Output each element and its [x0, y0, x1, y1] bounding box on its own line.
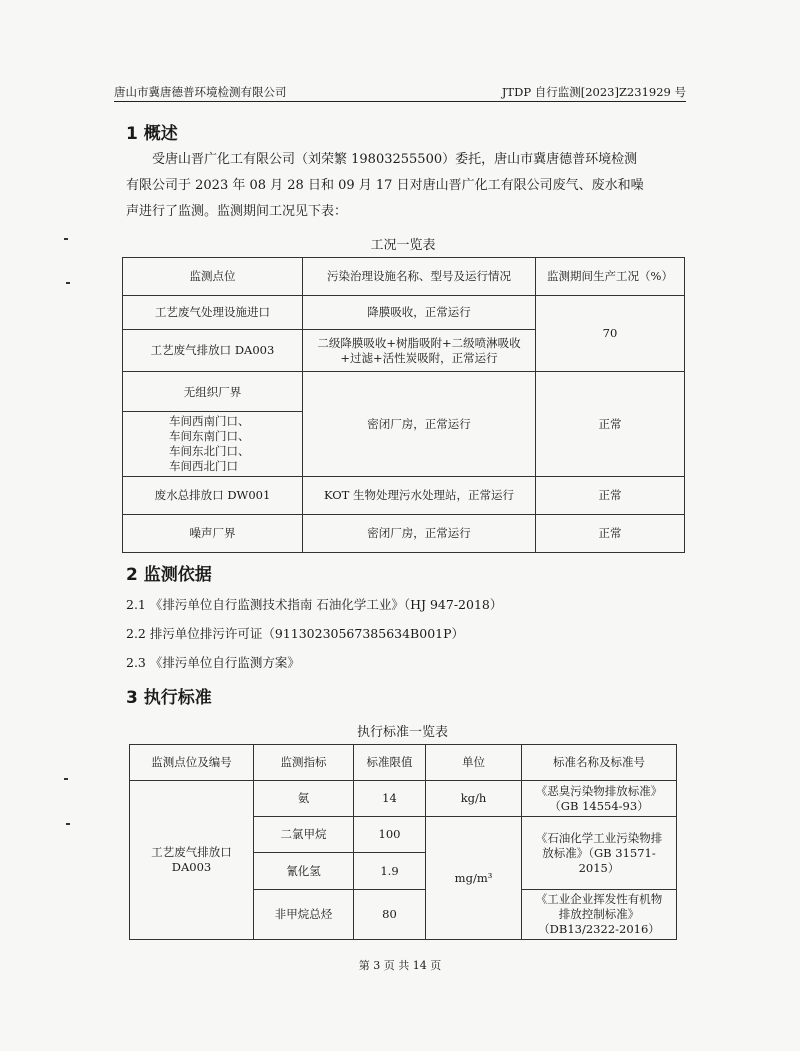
basis-item-2: 2.2 排污单位排污许可证（91130230567385634B001P）	[126, 626, 465, 641]
header-report-number: JTDP 自行监测[2023]Z231929 号	[501, 85, 686, 99]
col-header-indicator: 监测指标	[254, 745, 354, 781]
facility-line-2: +过滤+活性炭吸附，正常运行	[340, 350, 498, 365]
standard-line: 排放控制标准》	[558, 907, 640, 921]
page-number: 第 3 页 共 14 页	[358, 959, 442, 972]
overview-paragraph	[126, 147, 674, 225]
cell-point: 噪声厂界	[123, 515, 303, 553]
scan-speck	[66, 823, 70, 825]
table-2-header-row	[130, 745, 677, 781]
table-1-header-row	[123, 258, 685, 296]
standard-line: 《石油化学工业污染物排	[535, 830, 663, 845]
point-line-1: 工艺废气排放口	[151, 845, 232, 859]
cell-facility: 密闭厂房，正常运行	[303, 515, 536, 553]
col-header-point: 监测点位	[123, 258, 303, 296]
basis-item-1: 2.1 《排污单位自行监测技术指南 石油化学工业》（HJ 947-2018）	[126, 597, 503, 612]
scan-speck	[66, 282, 70, 284]
cell-indicator: 氨	[254, 781, 354, 817]
cell-limit: 80	[354, 890, 426, 940]
col-header-standard: 标准名称及标准号	[522, 745, 677, 781]
cell-facility: 降膜吸收，正常运行	[303, 296, 536, 330]
table-1-caption: 工况一览表	[370, 238, 436, 253]
cell-facility: 密闭厂房，正常运行	[303, 372, 536, 477]
col-header-limit: 标准限值	[354, 745, 426, 781]
fugitive-sub-points	[123, 411, 302, 476]
cell-condition: 正常	[536, 515, 685, 553]
cell-point: 工艺废气排放口 DA003	[123, 330, 303, 372]
standard-line: （GB 14554-93）	[549, 798, 649, 813]
cell-facility: KOT 生物处理污水处理站，正常运行	[303, 477, 536, 515]
cell-unit: kg/h	[426, 781, 522, 817]
col-header-point-code: 监测点位及编号	[130, 745, 254, 781]
col-header-condition: 监测期间生产工况（%）	[536, 258, 685, 296]
cell-point	[123, 372, 303, 477]
cell-limit: 14	[354, 781, 426, 817]
basis-item-3: 2.3 《排污单位自行监测方案》	[126, 655, 300, 670]
cell-standard	[522, 890, 677, 940]
overview-line-2: 有限公司于 2023 年 08 月 28 日和 09 月 17 日对唐山晋广化工有限公司废气、废水和噪	[126, 178, 644, 193]
standard-line: 放标准》（GB 31571-2015）	[542, 845, 656, 875]
cell-condition: 正常	[536, 477, 685, 515]
cell-indicator: 氰化氢	[254, 853, 354, 890]
cell-indicator: 二氯甲烷	[254, 817, 354, 853]
table-row	[123, 296, 685, 330]
scan-speck	[64, 238, 68, 240]
facility-line-1: 二级降膜吸收+树脂吸附+二级喷淋吸收	[317, 335, 521, 350]
standard-line: 《工业企业挥发性有机物	[535, 892, 663, 906]
cell-standard	[522, 781, 677, 817]
col-header-unit: 单位	[426, 745, 522, 781]
sub-point: 车间西南门口、	[169, 413, 250, 428]
operating-conditions-table	[122, 257, 685, 553]
standards-table	[129, 744, 677, 940]
standard-line: 《恶臭污染物排放标准》	[535, 783, 663, 798]
table-row	[123, 372, 685, 477]
overview-line-1: 受唐山晋广化工有限公司（刘荣繁 19803255500）委托，唐山市冀唐德普环境检测	[152, 152, 638, 167]
fugitive-boundary-label: 无组织厂界	[183, 384, 242, 399]
overview-line-3: 声进行了监测。监测期间工况见下表：	[126, 204, 348, 219]
sub-point: 车间西北门口	[169, 458, 238, 473]
cell-condition: 正常	[536, 372, 685, 477]
cell-point: 工艺废气处理设施进口	[123, 296, 303, 330]
section-2-heading: 2 监测依据	[126, 565, 212, 585]
sub-point: 车间东北门口、	[169, 443, 250, 458]
header-rule	[114, 101, 686, 102]
table-row	[123, 477, 685, 515]
col-header-facility: 污染治理设施名称、型号及运行情况	[303, 258, 536, 296]
header-company: 唐山市冀唐德普环境检测有限公司	[114, 85, 287, 99]
scan-speck	[64, 778, 68, 780]
cell-condition: 70	[536, 296, 685, 372]
cell-limit: 1.9	[354, 853, 426, 890]
table-2-caption: 执行标准一览表	[356, 725, 448, 740]
cell-facility	[303, 330, 536, 372]
cell-limit: 100	[354, 817, 426, 853]
standard-line: （DB13/2322-2016）	[538, 922, 660, 936]
point-line-2: DA003	[171, 860, 212, 874]
cell-point: 废水总排放口 DW001	[123, 477, 303, 515]
table-row	[130, 781, 677, 817]
cell-point-code	[130, 781, 254, 940]
cell-unit: mg/m³	[426, 817, 522, 940]
sub-point: 车间东南门口、	[169, 428, 250, 443]
cell-standard	[522, 817, 677, 890]
section-3-heading: 3 执行标准	[126, 688, 212, 708]
section-1-heading: 1 概述	[126, 124, 178, 144]
cell-indicator: 非甲烷总烃	[254, 890, 354, 940]
table-row	[123, 515, 685, 553]
